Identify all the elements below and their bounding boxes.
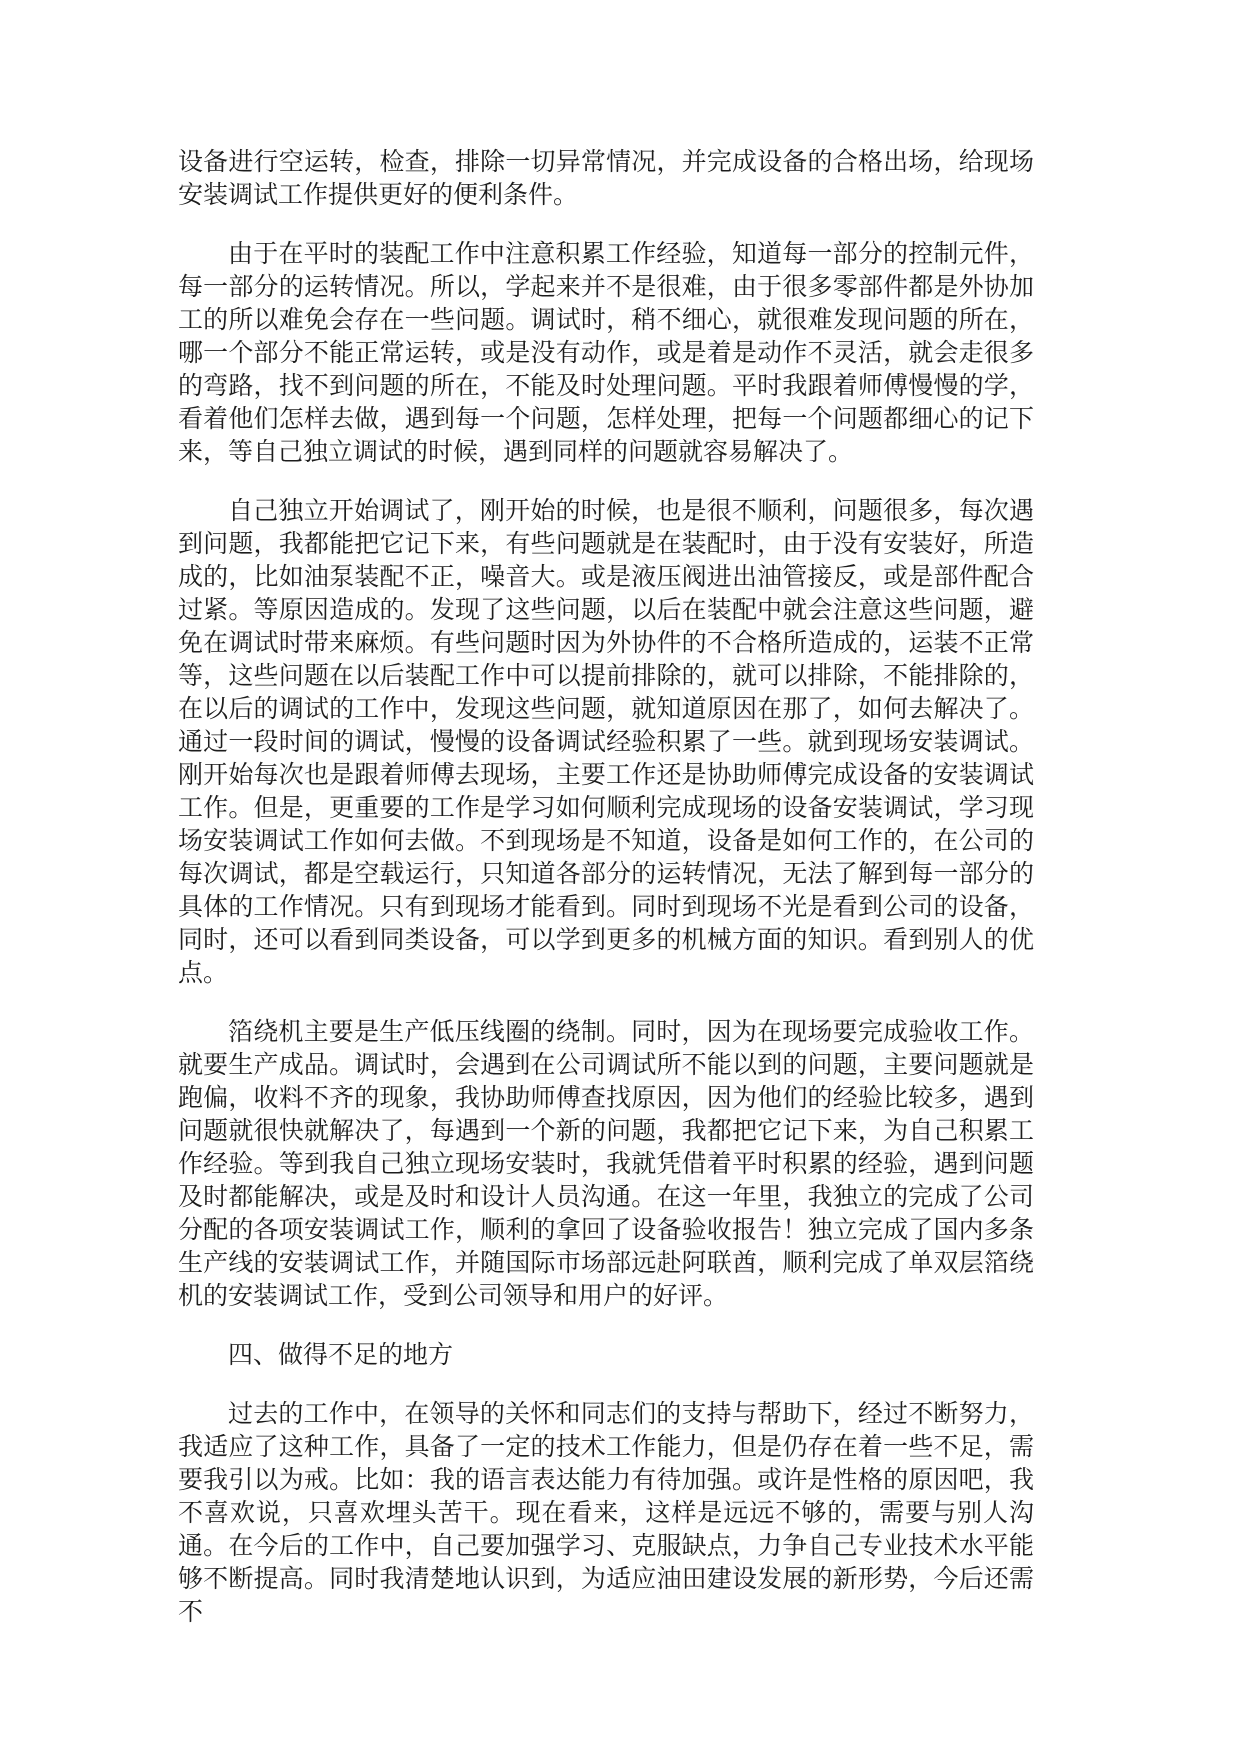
paragraph-shortcomings: 过去的工作中，在领导的关怀和同志们的支持与帮助下，经过不断努力，我适应了这种工作，具备了一定的技术工作能力，但是仍存在着一些不足，需要我引以为戒。比如：我的语言表达能力有待加强。或许是性格的原因吧，我不喜欢说，只喜欢埋头苦干。现在看来，这样是远远不够的，需要与别人沟通。在今后的工作中，自己要加强学习、克服缺点，力争自己专业技术水平能够不断提高。同时我清楚地认识到，为适应油田建设发展的新形势，今后还需不 — [178, 1401, 1034, 1626]
paragraph-independent-debugging: 自己独立开始调试了，刚开始的时候，也是很不顺利，问题很多，每次遇到问题，我都能把它记下来，有些问题就是在装配时，由于没有安装好，所造成的，比如油泵装配不正，噪音大。或是液压阀进出油管接反，或是部件配合过紧。等原因造成的。发现了这些问题，以后在装配中就会注意这些问题，避免在调试时带来麻烦。有些问题时因为外协件的不合格所造成的，运装不正常等，这些问题在以后装配工作中可以提前排除的，就可以排除，不能排除的，在以后的调试的工作中，发现这些问题，就知道原因在那了，如何去解决了。通过一段时间的调试，慢慢的设备调试经验积累了一些。就到现场安装调试。刚开始每次也是跟着师傅去现场，主要工作还是协助师傅完成设备的安装调试工作。但是，更重要的工作是学习如何顺利完成现场的设备安装调试，学习现场安装调试工作如何去做。不到现场是不知道，设备是如何工作的，在公司的每次调试，都是空载运行，只知道各部分的运转情况，无法了解到每一部分的具体的工作情况。只有到现场才能看到。同时到现场不光是看到公司的设备，同时，还可以看到同类设备，可以学到更多的机械方面的知识。看到别人的优点。 — [178, 498, 1034, 987]
document-text-area — [178, 146, 1034, 1655]
paragraph-foil-winding-machine: 箔绕机主要是生产低压线圈的绕制。同时，因为在现场要完成验收工作。就要生产成品。调试时，会遇到在公司调试所不能以到的问题，主要问题就是跑偏，收料不齐的现象，我协助师傅查找原因，因为他们的经验比较多，遇到问题就很快就解决了，每遇到一个新的问题，我都把它记下来，为自己积累工作经验。等到我自己独立现场安装时，我就凭借着平时积累的经验，遇到问题及时都能解决，或是及时和设计人员沟通。在这一年里，我独立的完成了公司分配的各项安装调试工作，顺利的拿回了设备验收报告！独立完成了国内多条生产线的安装调试工作，并随国际市场部远赴阿联酋，顺利完成了单双层箔绕机的安装调试工作，受到公司领导和用户的好评。 — [178, 1019, 1034, 1310]
section-heading-shortcomings: 四、做得不足的地方 — [228, 1342, 454, 1369]
paragraph-continuation: 设备进行空运转，检查，排除一切异常情况，并完成设备的合格出场，给现场安装调试工作提供更好的便利条件。 — [178, 149, 1034, 209]
paragraph-assembly-experience: 由于在平时的装配工作中注意积累工作经验，知道每一部分的控制元件，每一部分的运转情况。所以，学起来并不是很难，由于很多零部件都是外协加工的所以难免会存在一些问题。调试时，稍不细心，就很难发现问题的所在，哪一个部分不能正常运转，或是没有动作，或是着是动作不灵活，就会走很多的弯路，找不到问题的所在，不能及时处理问题。平时我跟着师傅慢慢的学，看着他们怎样去做，遇到每一个问题，怎样处理，把每一个问题都细心的记下来，等自己独立调试的时候，遇到同样的问题就容易解决了。 — [178, 241, 1034, 466]
